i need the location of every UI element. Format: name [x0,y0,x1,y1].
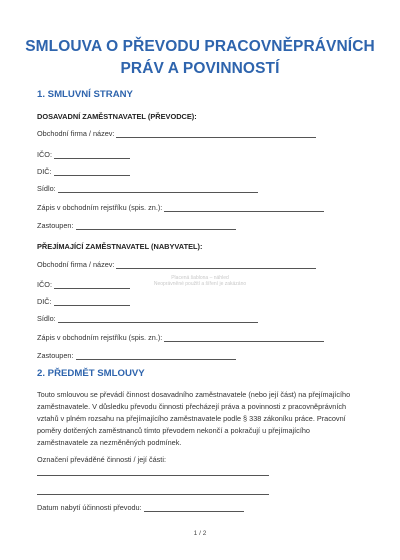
activity-blank-line-1[interactable] [37,475,269,476]
paragraph-line: zaměstnavatele. V důsledku převodu činnosti přecházejí práva a povinnosti z pracovněprávních [37,402,347,411]
transferor-dic-field[interactable] [37,167,130,176]
field-blank[interactable] [116,260,316,269]
transferee-register-field[interactable] [37,333,324,342]
field-label: Sídlo: [37,314,56,323]
field-label: IČO: [37,280,52,289]
field-label: Obchodní firma / název: [37,260,115,269]
field-label: DIČ: [37,297,52,306]
activity-blank-line-2[interactable] [37,494,269,495]
field-label: Zápis v obchodním rejstříku (spis. zn.): [37,203,163,212]
field-blank[interactable] [76,351,236,360]
transferor-represented-field[interactable] [37,221,236,230]
transferee-ico-field[interactable] [37,280,130,289]
field-label: Sídlo: [37,184,56,193]
field-label: Datum nabytí účinnosti převodu: [37,503,142,512]
transferor-name-field[interactable] [37,129,316,138]
field-label: Zastoupen: [37,221,74,230]
transferor-ico-field[interactable] [37,150,130,159]
field-blank[interactable] [116,129,316,138]
transferee-dic-field[interactable] [37,297,130,306]
section-1-heading: 1. SMLUVNÍ STRANY [37,89,133,100]
field-blank[interactable] [144,503,244,512]
field-blank[interactable] [76,221,236,230]
watermark-text [140,275,260,287]
paragraph-line: vztahů v plném rozsahu na přejímajícího zaměstnavatele podle § 338 zákoníku práce. Pracovní [37,414,346,423]
paragraph-line: zaměstnavatele za nezměněných podmínek. [37,438,182,447]
subject-paragraph [37,389,367,449]
field-blank[interactable] [54,167,130,176]
transferor-heading: DOSAVADNÍ ZAMĚSTNAVATEL (PŘEVODCE): [37,112,197,121]
paragraph-line: Touto smlouvou se převádí činnost dosavadního zaměstnavatele (nebo její část) na přejímajícího [37,390,351,399]
document-title-line-2: PRÁV A POVINNOSTÍ [120,60,280,77]
field-label: Zápis v obchodním rejstříku (spis. zn.): [37,333,163,342]
field-blank[interactable] [54,150,130,159]
page-number: 1 / 2 [193,530,207,537]
transferee-heading: PŘEJÍMAJÍCÍ ZAMĚSTNAVATEL (NABYVATEL): [37,242,203,251]
effective-date-field[interactable] [37,503,244,512]
field-blank[interactable] [164,333,324,342]
transferee-name-field[interactable] [37,260,316,269]
field-blank[interactable] [54,280,130,289]
field-blank[interactable] [164,203,324,212]
field-label: Zastoupen: [37,351,74,360]
field-blank[interactable] [58,184,258,193]
document-title-line-1: SMLOUVA O PŘEVODU PRACOVNĚPRÁVNÍCH [25,38,375,55]
transferee-represented-field[interactable] [37,351,236,360]
activity-label: Označení převáděné činnosti / její části: [37,455,166,464]
transferee-seat-field[interactable] [37,314,258,323]
field-label: DIČ: [37,167,52,176]
section-2-heading: 2. PŘEDMĚT SMLOUVY [37,368,145,379]
field-blank[interactable] [54,297,130,306]
transferor-register-field[interactable] [37,203,324,212]
field-blank[interactable] [58,314,258,323]
field-label: IČO: [37,150,52,159]
watermark-line: Neoprávněné použití a šíření je zakázáno [153,281,247,287]
watermark-line: Placená šablona – náhled [171,275,229,281]
paragraph-line: poměry dotčených zaměstnanců tímto převodem nekončí a pokračují u přejímajícího [37,426,310,435]
transferor-seat-field[interactable] [37,184,258,193]
field-label: Obchodní firma / název: [37,129,115,138]
